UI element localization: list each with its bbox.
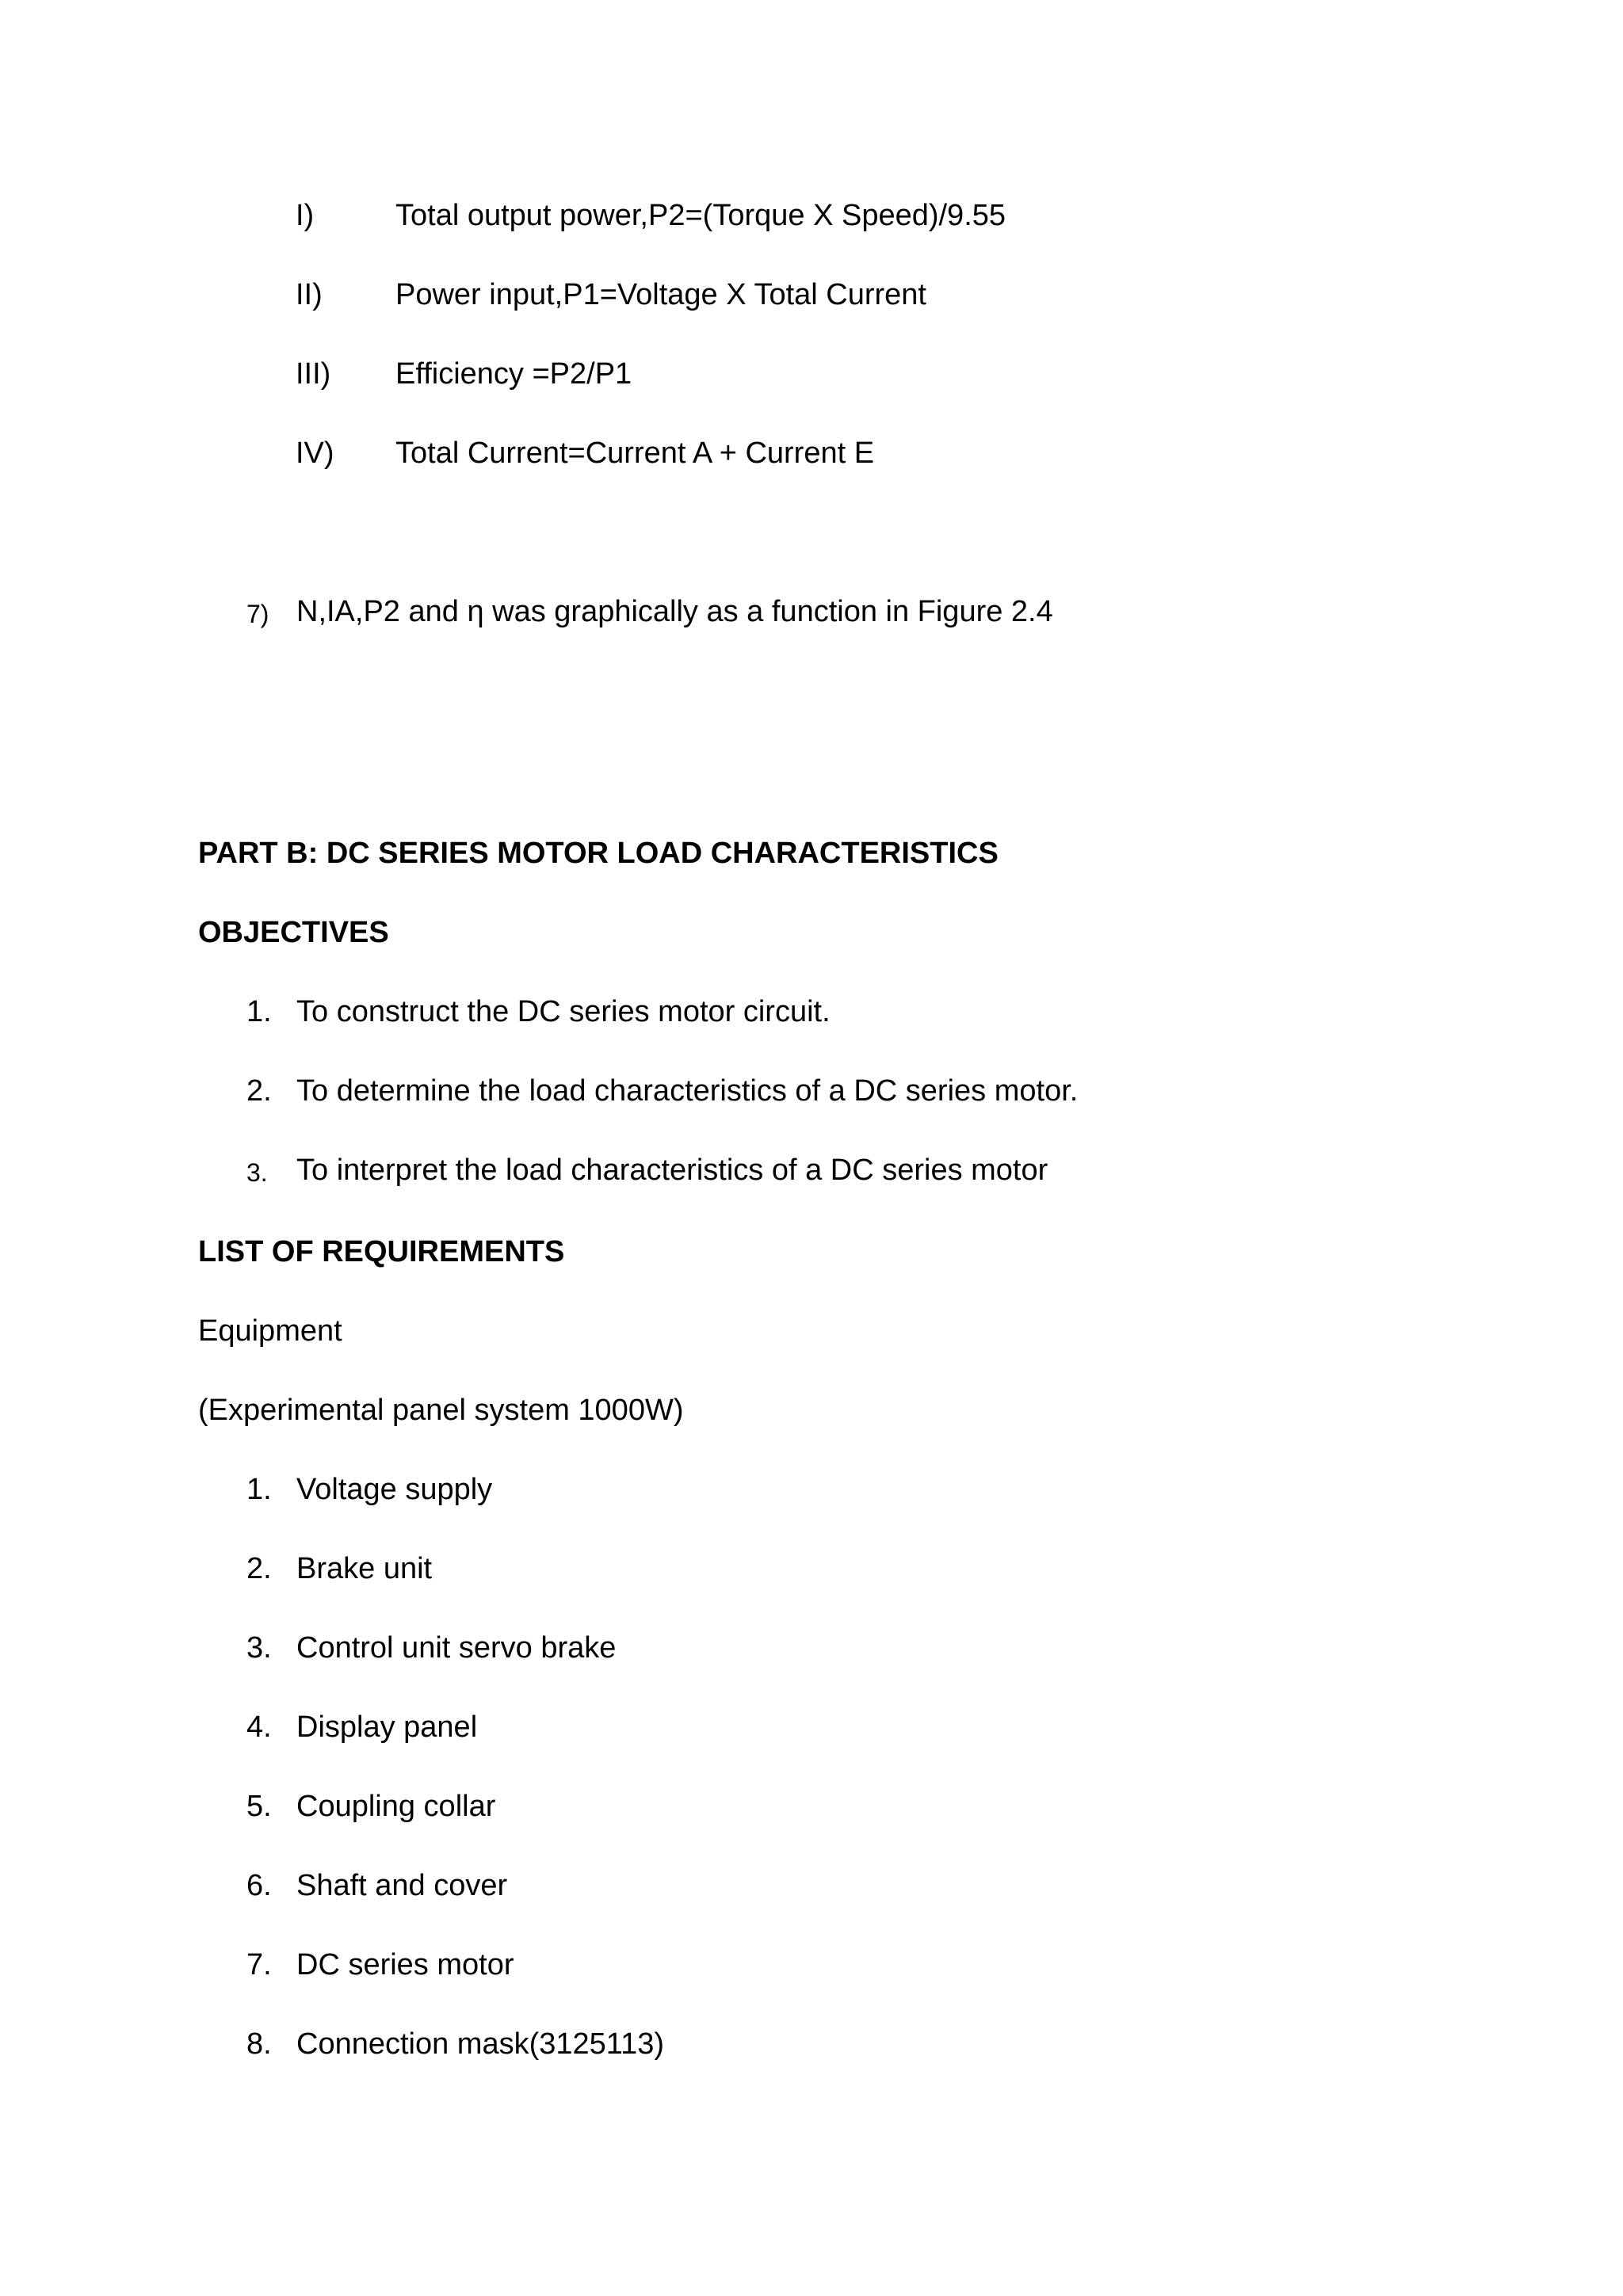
objectives-heading: OBJECTIVES xyxy=(198,916,389,949)
list-item: To determine the load characteristics of a DC series motor. xyxy=(296,1074,1079,1108)
formula-text: Total output power,P2=(Torque X Speed)/9.55 xyxy=(395,199,1006,232)
list-item: Display panel xyxy=(296,1711,478,1744)
list-marker: 1. xyxy=(246,995,272,1028)
list-item: DC series motor xyxy=(296,1948,514,1981)
list-marker: 3. xyxy=(246,1631,272,1665)
list-item: To interpret the load characteristics of a DC series motor xyxy=(296,1154,1048,1187)
step-marker: 7) xyxy=(246,600,269,628)
list-item: Connection mask(3125113) xyxy=(296,2027,665,2061)
list-item: Voltage supply xyxy=(296,1473,493,1506)
formula-marker: III) xyxy=(296,357,331,391)
list-marker: 6. xyxy=(246,1869,272,1902)
list-marker: 8. xyxy=(246,2027,272,2061)
formula-marker: IV) xyxy=(296,437,334,470)
formula-text: Total Current=Current A + Current E xyxy=(395,437,875,470)
list-marker: 2. xyxy=(246,1074,272,1108)
formula-text: Power input,P1=Voltage X Total Current xyxy=(395,278,926,311)
list-item: Shaft and cover xyxy=(296,1869,508,1902)
list-item: Control unit servo brake xyxy=(296,1631,617,1665)
list-marker: 4. xyxy=(246,1711,272,1744)
list-item: To construct the DC series motor circuit. xyxy=(296,995,831,1028)
list-item: Coupling collar xyxy=(296,1790,496,1823)
formula-text: Efficiency =P2/P1 xyxy=(395,357,632,391)
formula-marker: I) xyxy=(296,199,315,232)
list-marker: 1. xyxy=(246,1473,272,1506)
equipment-subtitle: (Experimental panel system 1000W) xyxy=(198,1394,684,1427)
list-marker: 5. xyxy=(246,1790,272,1823)
step-text: N,IA,P2 and η was graphically as a function in Figure 2.4 xyxy=(296,595,1053,628)
list-marker: 3. xyxy=(246,1158,268,1187)
requirements-heading: LIST OF REQUIREMENTS xyxy=(198,1235,565,1268)
equipment-label: Equipment xyxy=(198,1314,342,1348)
list-marker: 7. xyxy=(246,1948,272,1981)
section-heading-part-b: PART B: DC SERIES MOTOR LOAD CHARACTERISTICS xyxy=(198,837,999,870)
list-item: Brake unit xyxy=(296,1552,433,1585)
list-marker: 2. xyxy=(246,1552,272,1585)
formula-marker: II) xyxy=(296,278,323,311)
